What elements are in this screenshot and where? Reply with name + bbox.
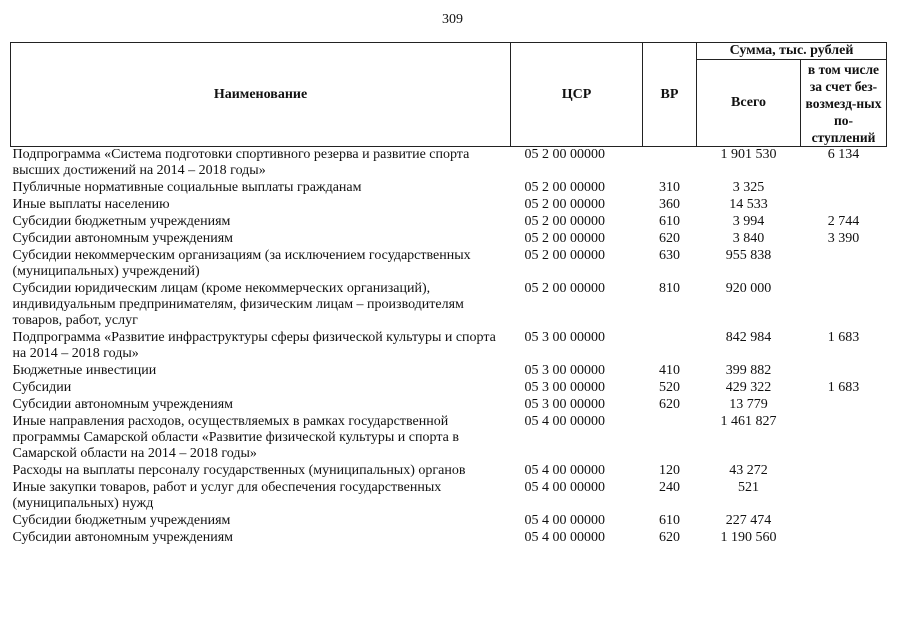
table-row	[11, 231, 887, 248]
row-csr: 05 3 00 00000	[524, 397, 605, 412]
row-csr: 05 2 00 00000	[524, 281, 605, 296]
table-row	[11, 330, 887, 363]
row-csr: 05 2 00 00000	[524, 231, 605, 246]
row-csr: 05 4 00 00000	[524, 513, 605, 528]
row-name: Субсидии некоммерческим организациям (за исключением государственных (муниципальных) учреждений)	[12, 248, 471, 279]
row-gratuitous: 1 683	[827, 330, 860, 345]
row-vr: 610	[659, 214, 680, 229]
row-csr: 05 3 00 00000	[524, 363, 605, 378]
row-csr: 05 2 00 00000	[524, 248, 605, 263]
row-gratuitous: 2 744	[827, 214, 860, 229]
row-gratuitous	[801, 414, 887, 463]
row-csr: 05 2 00 00000	[524, 180, 605, 195]
row-name: Субсидии бюджетным учреждениям	[12, 214, 231, 229]
row-vr: 630	[659, 248, 680, 263]
row-total: 1 190 560	[720, 530, 777, 545]
table-row	[11, 363, 887, 380]
row-gratuitous	[801, 513, 887, 530]
row-vr: 120	[659, 463, 680, 478]
row-name: Иные закупки товаров, работ и услуг для обеспечения государственных (муниципальных) нужд	[12, 480, 442, 511]
table-row	[11, 147, 887, 181]
table-body	[11, 147, 887, 548]
row-total: 3 840	[732, 231, 765, 246]
table-row	[11, 380, 887, 397]
table-header	[11, 43, 887, 147]
row-total: 399 882	[725, 363, 772, 378]
row-csr: 05 4 00 00000	[524, 463, 605, 478]
row-total: 1 901 530	[720, 147, 777, 162]
row-name: Иные выплаты населению	[12, 197, 170, 212]
table-row	[11, 281, 887, 330]
row-vr	[643, 147, 697, 181]
header-gratuitous: в том числе за счет без-возмезд-ных по-ступлений	[801, 60, 887, 147]
table-row	[11, 180, 887, 197]
row-name: Подпрограмма «Система подготовки спортивного резерва и развитие спорта высших достижений на 2014 – 2018 годы»	[12, 147, 470, 178]
row-total: 227 474	[725, 513, 772, 528]
row-csr: 05 4 00 00000	[524, 530, 605, 545]
row-total: 521	[738, 480, 759, 495]
table-row	[11, 397, 887, 414]
row-gratuitous: 1 683	[827, 380, 860, 395]
header-total: Всего	[697, 60, 801, 147]
row-csr: 05 2 00 00000	[524, 197, 605, 212]
row-name: Бюджетные инвестиции	[12, 363, 157, 378]
row-csr: 05 2 00 00000	[524, 147, 605, 162]
row-gratuitous: 6 134	[827, 147, 860, 162]
table-row	[11, 197, 887, 214]
table-row	[11, 513, 887, 530]
row-vr	[643, 414, 697, 463]
table-row	[11, 214, 887, 231]
row-csr: 05 4 00 00000	[524, 414, 605, 429]
row-total: 14 533	[729, 197, 768, 212]
row-vr: 240	[659, 480, 680, 495]
row-name: Субсидии	[12, 380, 72, 395]
row-csr: 05 3 00 00000	[524, 330, 605, 345]
row-gratuitous	[801, 397, 887, 414]
table-row	[11, 530, 887, 547]
row-name: Подпрограмма «Развитие инфраструктуры сферы физической культуры и спорта на 2014 – 2018 годы»	[12, 330, 496, 361]
row-total: 842 984	[725, 330, 772, 345]
row-total: 1 461 827	[720, 414, 777, 429]
row-gratuitous	[801, 248, 887, 281]
row-total: 43 272	[729, 463, 768, 478]
row-name: Субсидии автономным учреждениям	[12, 231, 234, 246]
row-total: 920 000	[725, 281, 772, 296]
row-vr: 310	[659, 180, 680, 195]
header-vr: ВР	[643, 43, 697, 147]
row-vr: 520	[659, 380, 680, 395]
table-row	[11, 463, 887, 480]
header-csr: ЦСР	[511, 43, 643, 147]
row-name: Субсидии юридическим лицам (кроме некоммерческих организаций), индивидуальным предпринимателям, физическим лицам – производителям товаров, работ, услуг	[12, 281, 464, 328]
row-name: Субсидии автономным учреждениям	[12, 530, 234, 545]
row-csr: 05 2 00 00000	[524, 214, 605, 229]
row-vr: 360	[659, 197, 680, 212]
table-row	[11, 414, 887, 463]
row-gratuitous	[801, 480, 887, 513]
row-gratuitous	[801, 180, 887, 197]
row-total: 3 994	[732, 214, 765, 229]
budget-table	[10, 42, 887, 547]
row-gratuitous	[801, 463, 887, 480]
row-name: Субсидии бюджетным учреждениям	[12, 513, 231, 528]
row-gratuitous	[801, 530, 887, 547]
row-name: Иные направления расходов, осуществляемых в рамках государственной программы Самарской области «Развитие физической культуры и спорта в Самарской области на 2014 – 2018 годы»	[12, 414, 459, 461]
row-gratuitous	[801, 197, 887, 214]
table-row	[11, 480, 887, 513]
row-csr: 05 3 00 00000	[524, 380, 605, 395]
row-vr: 810	[659, 281, 680, 296]
row-vr: 610	[659, 513, 680, 528]
row-csr: 05 4 00 00000	[524, 480, 605, 495]
row-total: 13 779	[729, 397, 768, 412]
row-vr: 620	[659, 397, 680, 412]
row-vr: 620	[659, 530, 680, 545]
row-total: 429 322	[725, 380, 772, 395]
row-vr	[643, 330, 697, 363]
row-name: Расходы на выплаты персоналу государственных (муниципальных) органов	[12, 463, 466, 478]
table-row	[11, 248, 887, 281]
row-gratuitous: 3 390	[827, 231, 860, 246]
row-total: 955 838	[725, 248, 772, 263]
page-number: 309	[442, 12, 463, 27]
row-name: Субсидии автономным учреждениям	[12, 397, 234, 412]
row-total: 3 325	[732, 180, 765, 195]
row-gratuitous	[801, 363, 887, 380]
header-sum: Сумма, тыс. рублей	[697, 43, 887, 60]
row-name: Публичные нормативные социальные выплаты гражданам	[12, 180, 362, 195]
header-name: Наименование	[11, 43, 511, 147]
row-gratuitous	[801, 281, 887, 330]
row-vr: 410	[659, 363, 680, 378]
row-vr: 620	[659, 231, 680, 246]
